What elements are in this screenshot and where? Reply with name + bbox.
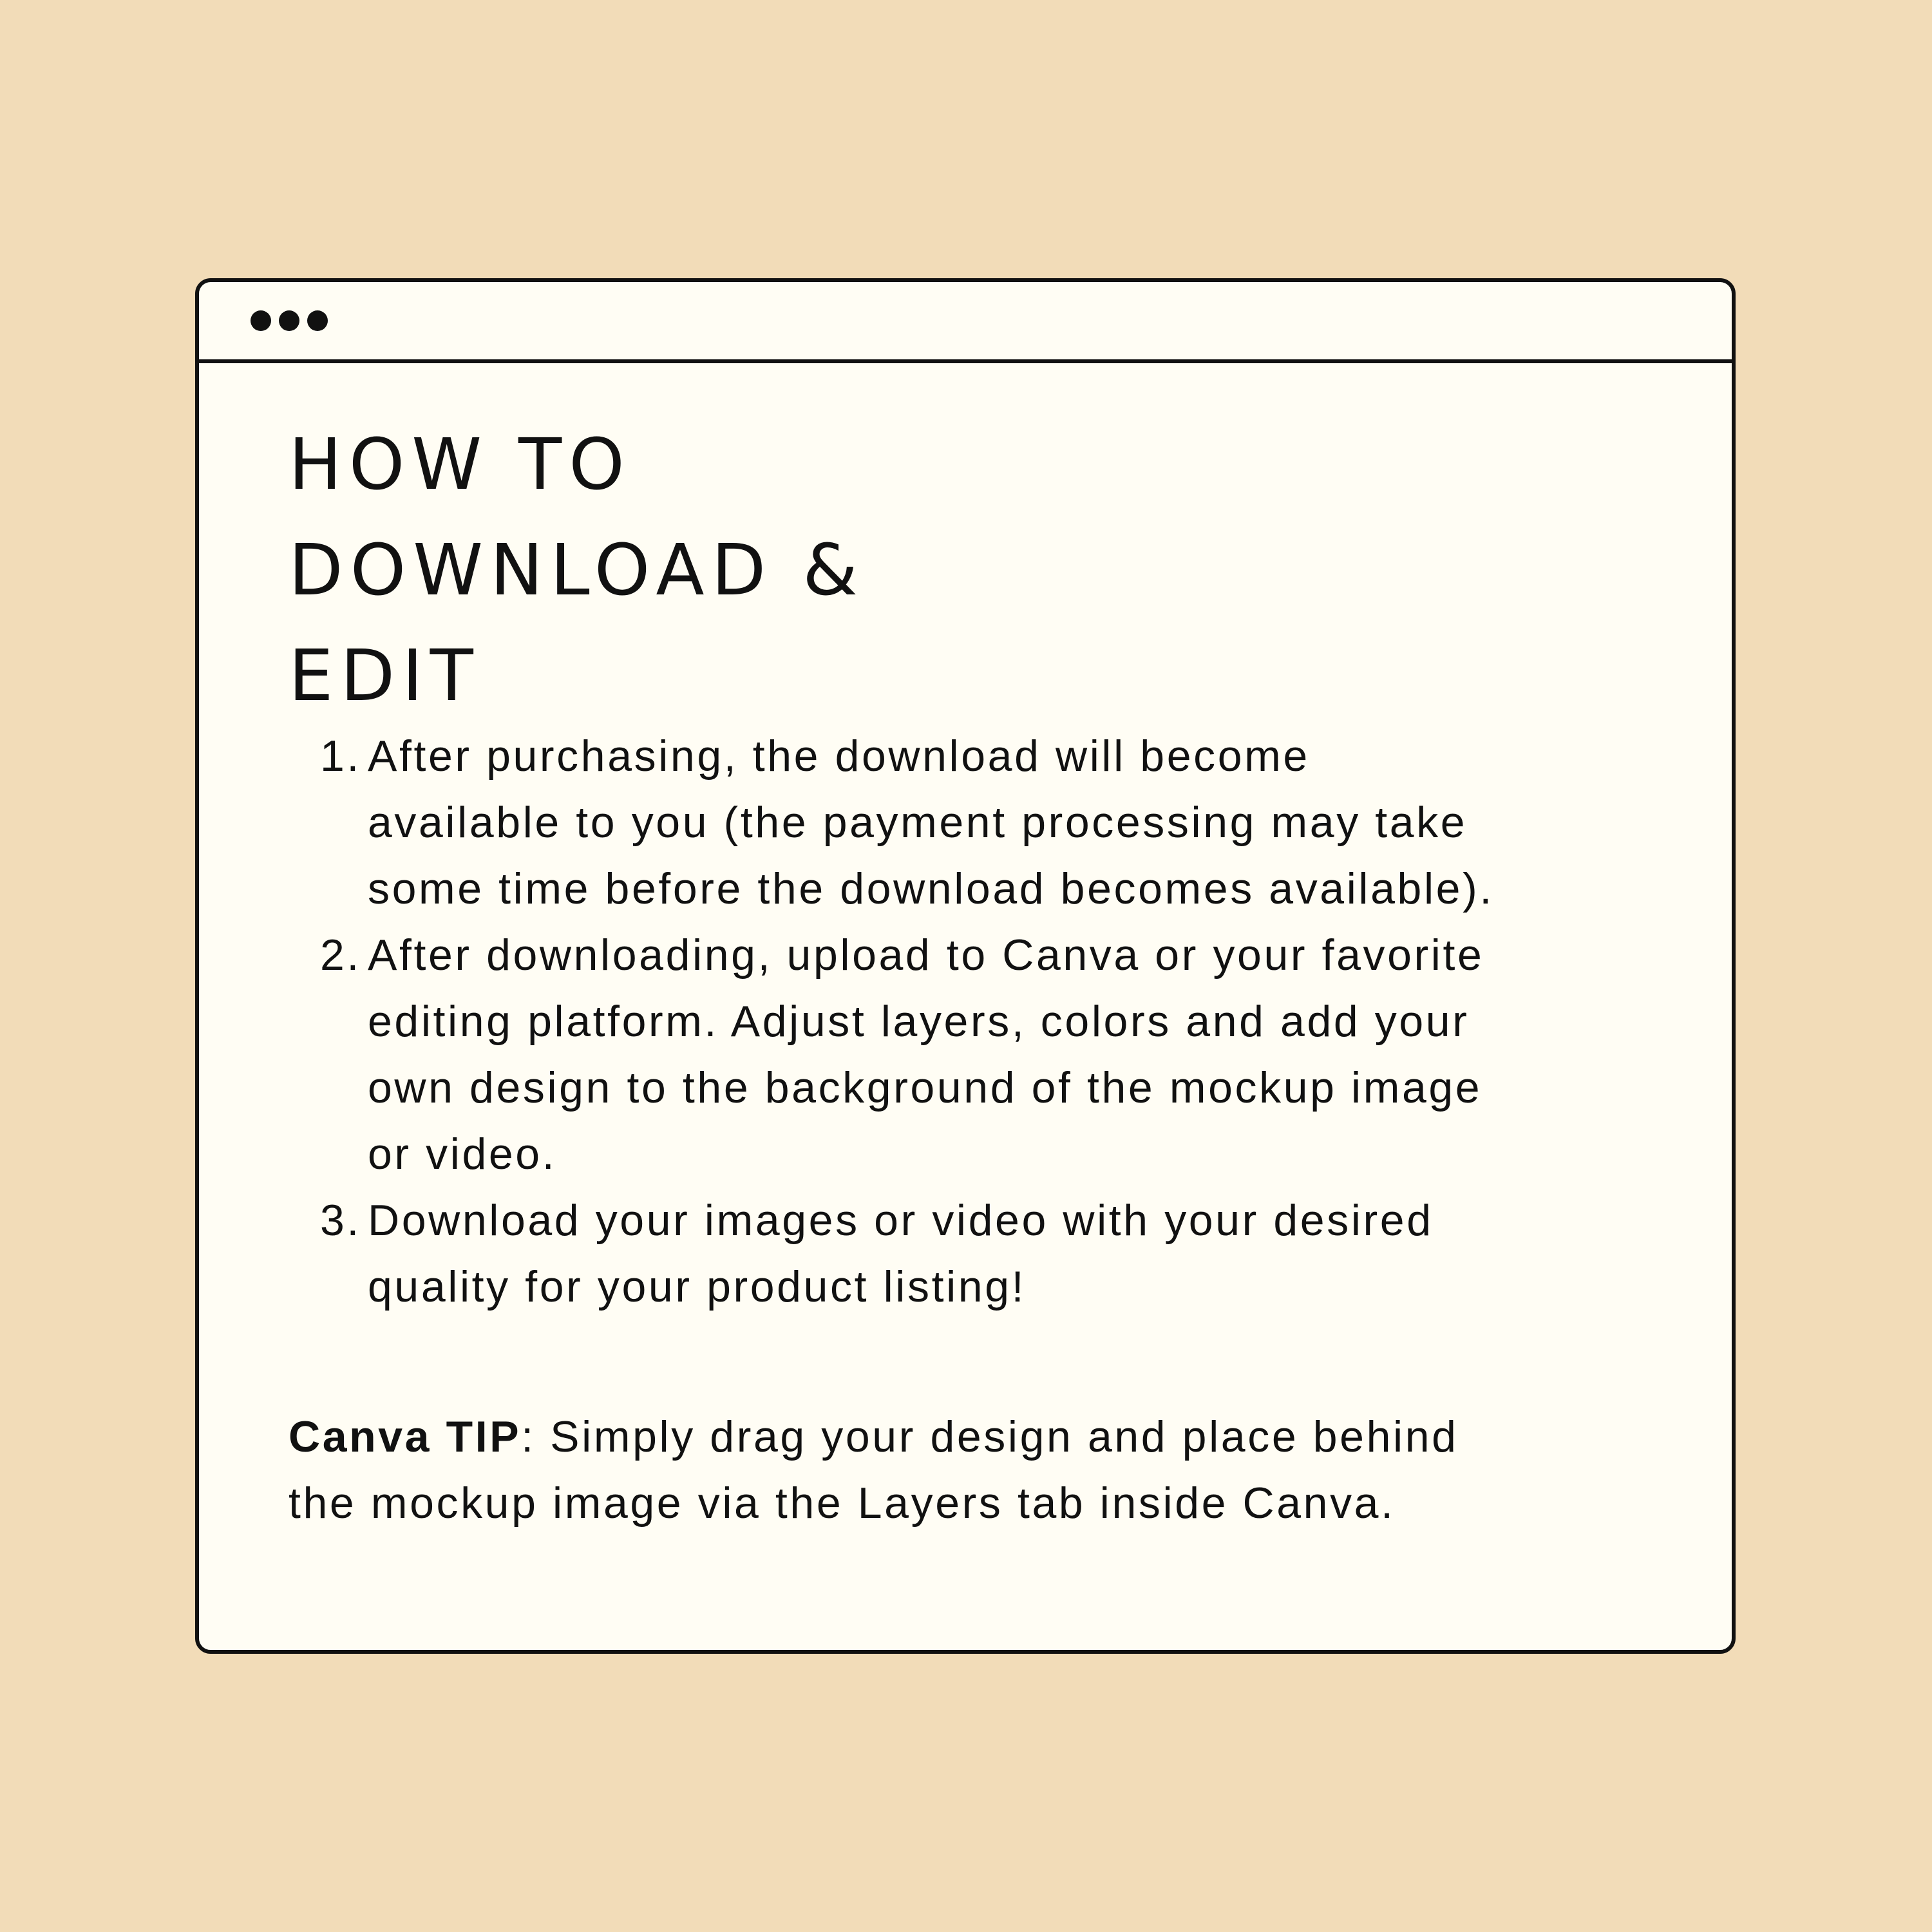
step-line: Download your images or video with your desired bbox=[368, 1196, 1434, 1245]
step-number: 1. bbox=[320, 732, 361, 781]
title-line: HOW TO bbox=[289, 423, 632, 506]
canva-tip bbox=[289, 1404, 1459, 1537]
step-number: 2. bbox=[320, 931, 361, 980]
instruction-step-3 bbox=[289, 1188, 1494, 1320]
step-line: quality for your product listing! bbox=[368, 1262, 1027, 1311]
step-line: editing platform. Adjust layers, colors and add your bbox=[368, 997, 1470, 1046]
window-controls bbox=[251, 310, 328, 331]
browser-window-frame bbox=[195, 278, 1736, 1654]
step-line: some time before the download becomes available). bbox=[368, 864, 1494, 913]
page-title bbox=[289, 412, 865, 728]
step-line: After downloading, upload to Canva or your favorite bbox=[368, 931, 1484, 980]
instruction-step-1 bbox=[289, 723, 1494, 922]
step-line: available to you (the payment processing may take bbox=[368, 798, 1468, 847]
step-line: After purchasing, the download will become bbox=[368, 732, 1310, 781]
step-line: own design to the background of the mockup image bbox=[368, 1063, 1482, 1112]
tip-label: Canva TIP bbox=[289, 1412, 522, 1461]
window-title-bar bbox=[199, 282, 1732, 363]
tip-text: the mockup image via the Layers tab inside Canva. bbox=[289, 1479, 1396, 1528]
title-line: EDIT bbox=[289, 634, 480, 717]
instruction-list bbox=[289, 723, 1494, 1320]
instruction-step-2 bbox=[289, 922, 1494, 1188]
tip-text: : Simply drag your design and place behind bbox=[521, 1412, 1459, 1461]
window-dot-icon bbox=[251, 310, 271, 331]
window-dot-icon bbox=[307, 310, 328, 331]
title-line: DOWNLOAD & bbox=[289, 529, 866, 611]
step-number: 3. bbox=[320, 1196, 361, 1245]
step-line: or video. bbox=[368, 1130, 557, 1179]
window-dot-icon bbox=[279, 310, 299, 331]
